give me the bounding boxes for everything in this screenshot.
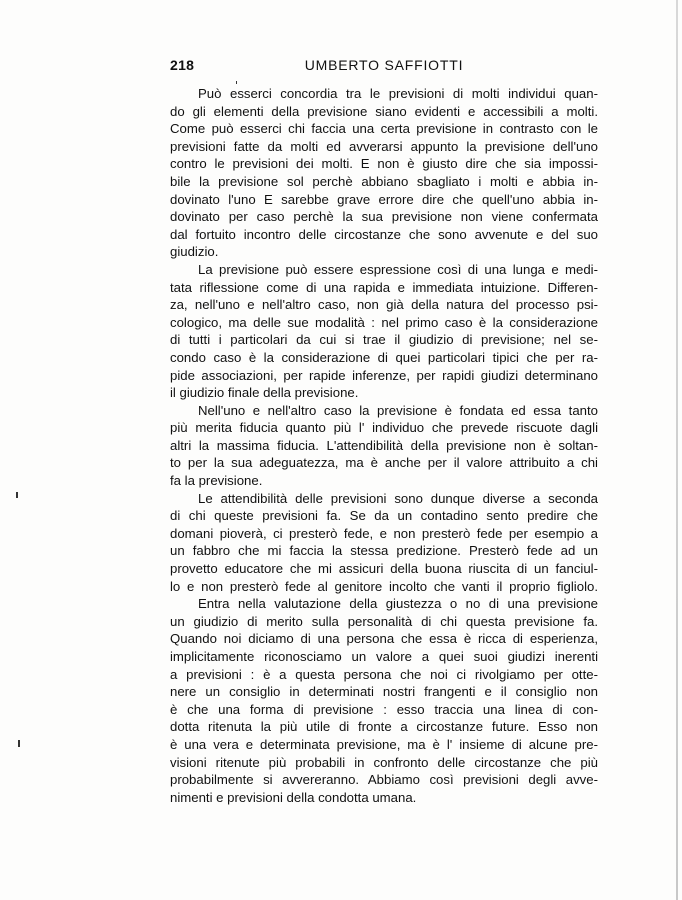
margin-speck <box>18 740 20 747</box>
text-line: cologico, ma delle sue modalità : nel primo caso è la considerazione <box>170 314 598 330</box>
text-line: dotta ritenuta la più utile di fronte a circostanze future. Esso non <box>170 719 598 735</box>
text-line: bile la previsione sol perchè abbiano sbagliato i molti e abbia in- <box>170 173 598 189</box>
text-line: La previsione può essere espressione così di una lunga e medi- <box>198 261 598 277</box>
text-line: tata riflessione come di una rapida e immediata intuizione. Differen- <box>170 279 598 295</box>
text-line: do gli elementi della previsione siano evidenti e accessibili a molti. <box>170 103 598 119</box>
page-edge-line <box>676 0 678 900</box>
margin-speck <box>16 492 18 498</box>
body-text <box>170 85 598 806</box>
text-line: un giudizio di merito sulla personalità di chi questa previsione fa. <box>170 613 598 629</box>
text-line: domani pioverà, ci presterò fede, e non presterò fede per esempio a <box>170 525 598 541</box>
text-line: nere un consiglio in determinati nostri frangenti e il consiglio non <box>170 684 598 700</box>
paragraph-1 <box>170 85 598 261</box>
text-line: nimenti e previsioni della condotta umana. <box>170 789 417 805</box>
text-line: visioni ritenute più probabili in confronto delle circostanze che più <box>170 754 598 770</box>
text-line: to per la sua adeguatezza, ma è anche per il valore attribuito a chi <box>170 455 598 471</box>
text-line: Nell'uno e nell'altro caso la previsione è fondata ed essa tanto <box>198 402 598 418</box>
text-line: implicitamente riconosciamo un valore a quei suoi giudizi inerenti <box>170 649 598 664</box>
text-line: è che una forma di previsione : esso traccia una linea di con- <box>170 701 598 717</box>
text-line: il giudizio finale della previsione. <box>170 385 359 401</box>
text-line: za, nell'uno e nell'altro caso, non già della natura del processo psi- <box>170 297 598 313</box>
paragraph-4 <box>170 490 598 596</box>
page-number: 218 <box>170 57 195 73</box>
text-line: Può esserci concordia tra le previsioni di molti individui quan- <box>198 86 598 101</box>
text-line: altri la massima fiducia. L'attendibilità della previsione non è soltan- <box>170 437 598 453</box>
text-line: dovinato l'uno E sarebbe grave errore dire che quell'uno abbia in- <box>170 191 598 207</box>
text-line: un fabbro che mi faccia la stessa predizione. Presterò fede ad un <box>170 543 598 559</box>
text-line: lo e non presterò fede al genitore incolto che vanti il proprio figliolo. <box>170 578 598 594</box>
text-line: più merita fiducia quanto più l' individuo che prevede riscuote dagli <box>170 420 598 436</box>
text-line: dal fortuito incontro delle circostanze che sono avvenute e del suo <box>170 226 598 242</box>
text-line: contro le previsioni dei molti. E non è giusto dire che sia impossi- <box>170 156 598 172</box>
paragraph-3 <box>170 402 598 490</box>
text-line: probabilmente si avvereranno. Abbiamo così previsioni degli avve- <box>170 772 598 788</box>
text-line: pide associazioni, per rapide inferenze, per rapidi giudizi determinano <box>170 367 598 383</box>
text-line: di tutti i particolari da cui si trae il giudizio di previsione; nel se- <box>170 332 598 348</box>
text-line: giudizio. <box>170 244 219 260</box>
text-line: provetto educatore che mi assicuri della buona riuscita di un fanciul- <box>170 561 598 577</box>
margin-speck <box>236 81 237 84</box>
text-line: previsioni fatte da molti ed avverarsi appunto la previsione dell'uno <box>170 138 598 154</box>
text-line: fa la previsione. <box>170 473 263 489</box>
text-line: dovinato per caso perchè la sua previsione non viene confermata <box>170 209 598 225</box>
running-head: UMBERTO SAFFIOTTI <box>304 57 464 73</box>
text-line: Come può esserci chi faccia una certa previsione in contrasto con le <box>170 121 598 137</box>
text-line: Quando noi diciamo di una persona che essa è ricca di esperienza, <box>170 631 598 647</box>
text-line: di chi queste previsioni fa. Se da un contadino sento predire che <box>170 508 598 524</box>
text-line: a previsioni : è a questa persona che noi ci rivolgiamo per otte- <box>170 666 598 682</box>
text-line: condo caso è la considerazione di quei particolari tipici che per ra- <box>170 349 598 365</box>
paragraph-2 <box>170 261 598 402</box>
text-line: Le attendibilità delle previsioni sono dunque diverse a seconda <box>198 490 598 506</box>
page-header <box>170 57 598 77</box>
paragraph-5 <box>170 595 598 806</box>
text-line: è una vera e determinata previsione, ma è l' insieme di alcune pre- <box>170 736 598 752</box>
text-line: Entra nella valutazione della giustezza o no di una previsione <box>198 596 598 612</box>
